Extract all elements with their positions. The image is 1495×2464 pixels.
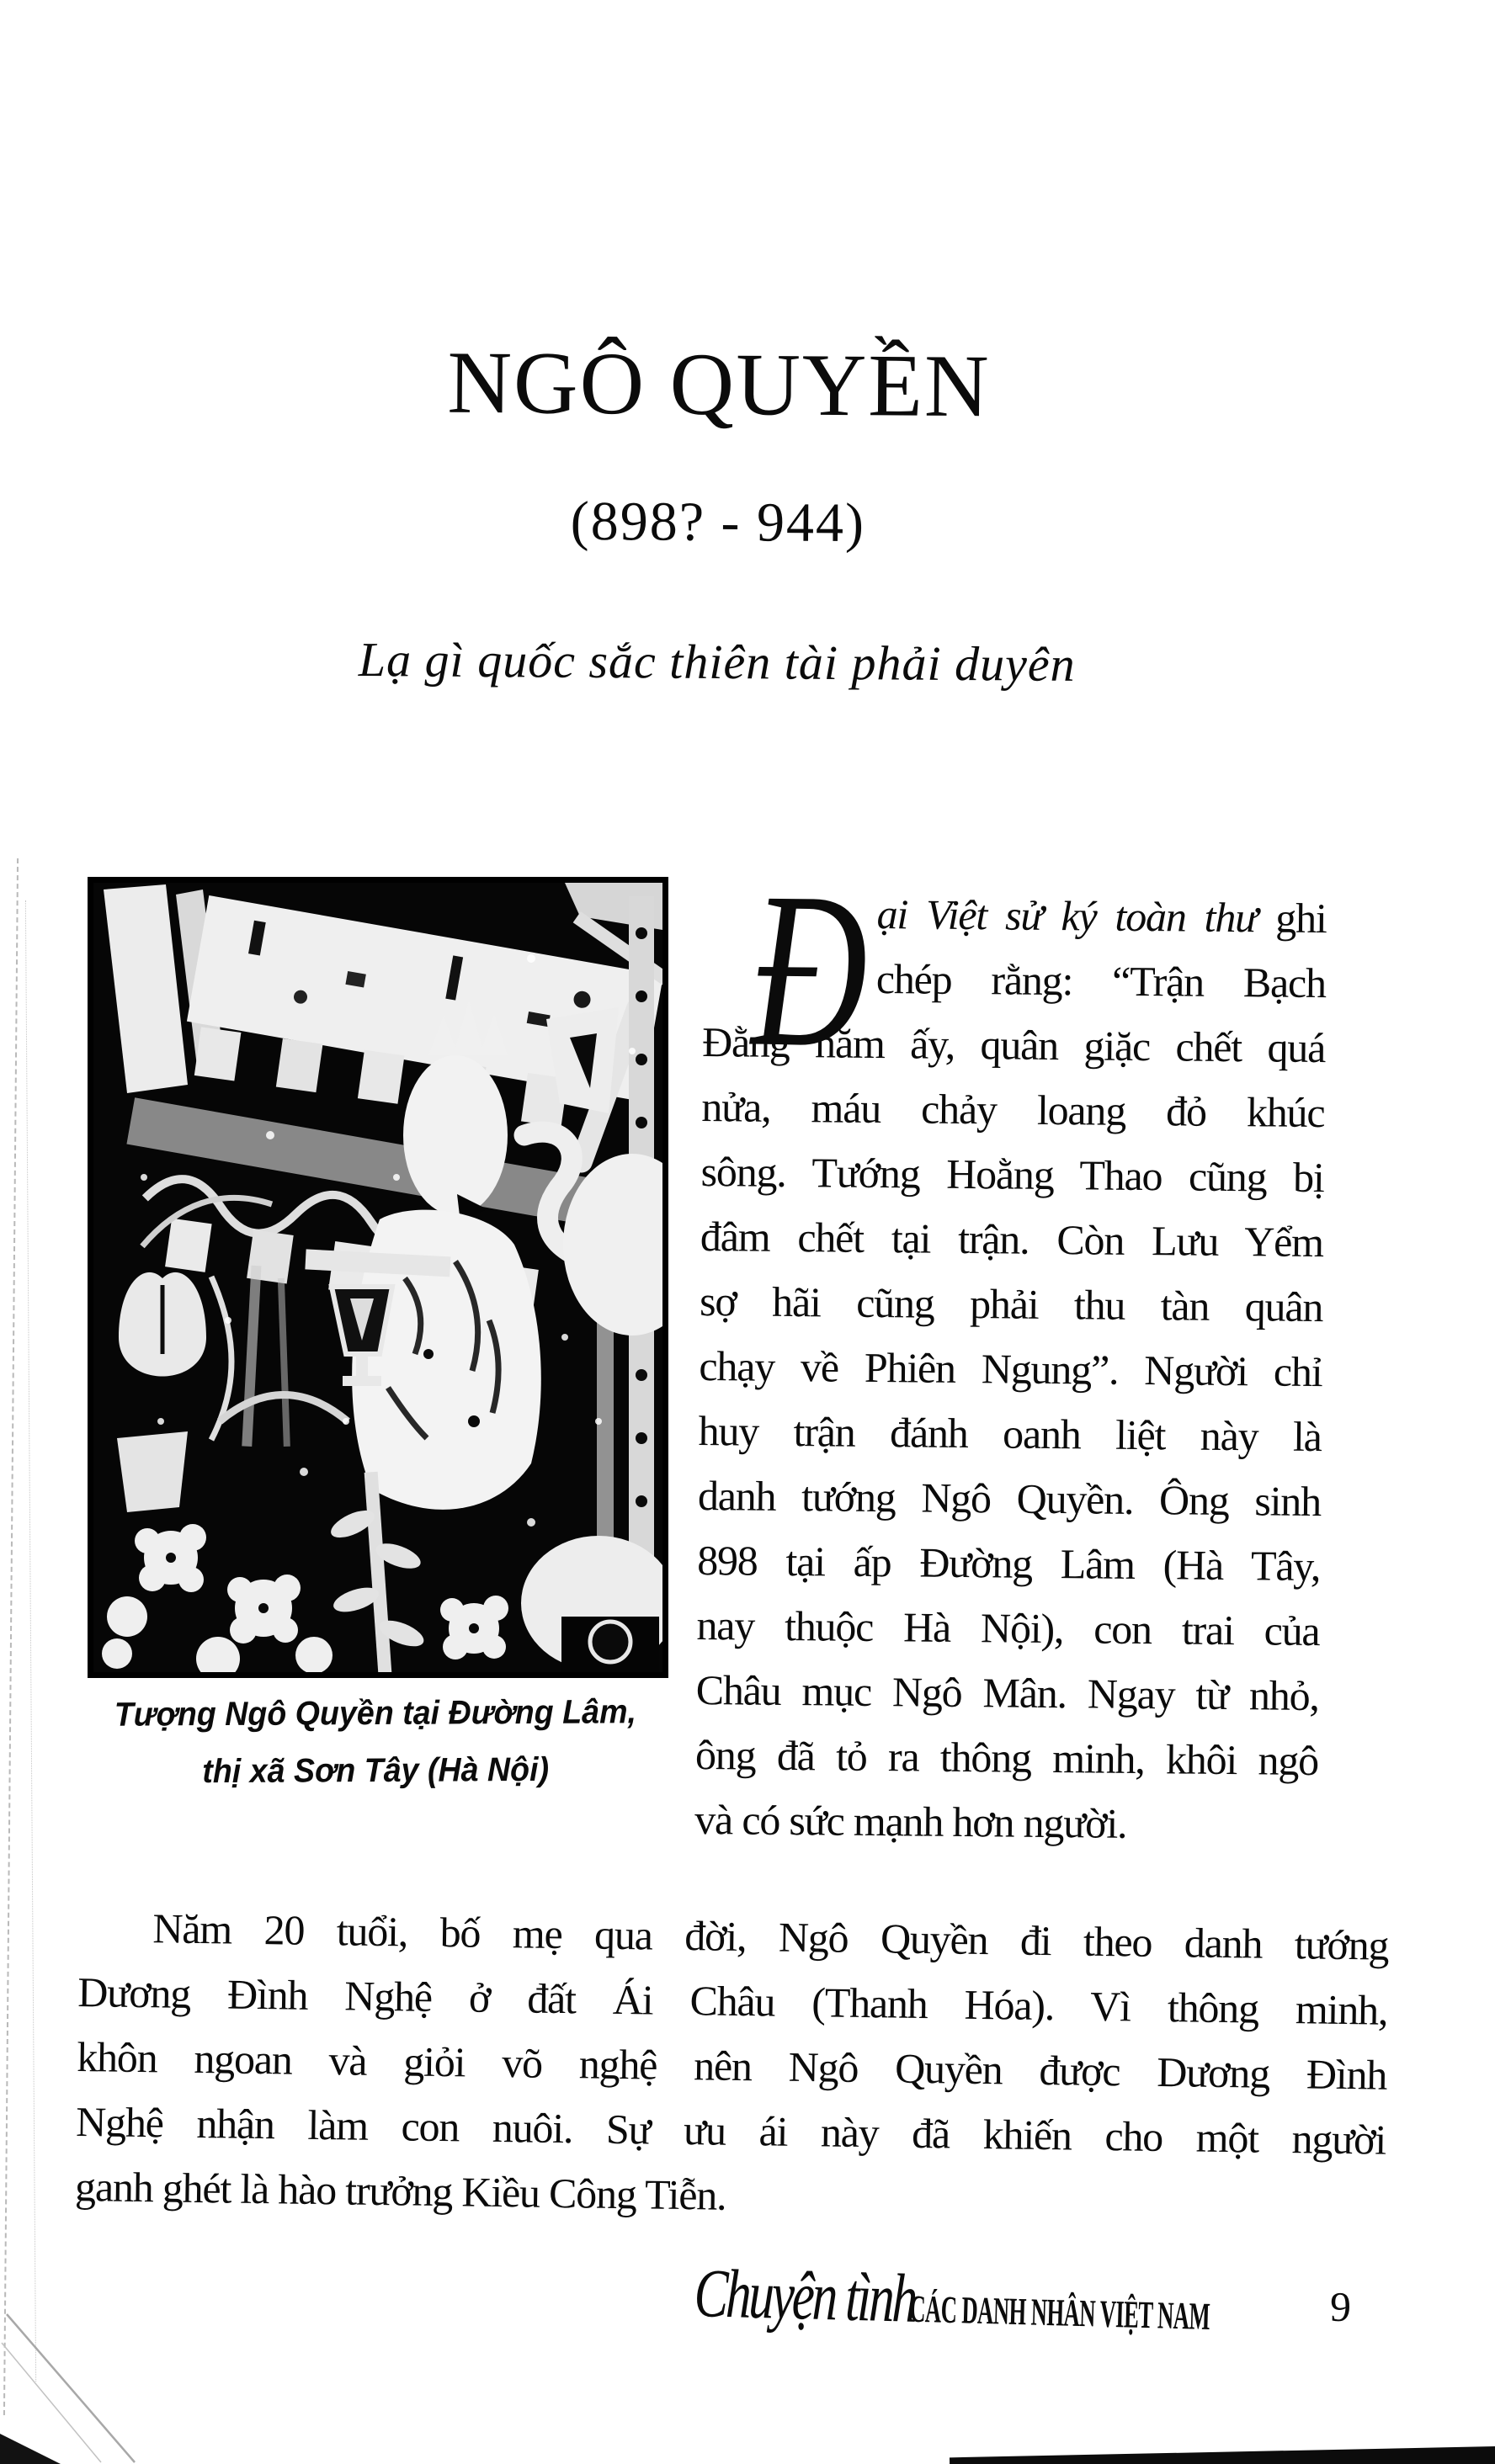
body-line-rest: ghi: [1257, 894, 1327, 943]
body-line: và có sức mạnh hơn người.: [694, 1795, 1127, 1847]
scan-artifact-scratch-line: [3, 858, 19, 2415]
paragraph-line: Dương Đình Nghệ ở đất Ái Châu (Thanh Hóa). Vì thông minh,: [77, 1967, 1388, 2034]
body-line: Châu mục Ngô Mân. Ngay từ nhỏ,: [695, 1665, 1320, 1720]
page-number: 9: [1329, 2282, 1352, 2331]
chapter-title: NGÔ QUYỀN: [447, 332, 992, 436]
scan-artifact-corner: [0, 2306, 185, 2464]
body-line: danh tướng Ngô Quyền. Ông sinh: [697, 1471, 1322, 1526]
series-logo-script: Chuyện tình: [693, 2254, 917, 2337]
photo-caption-line1: Tượng Ngô Quyền tại Đường Lâm,: [114, 1693, 637, 1734]
photo-caption-line2: thị xã Sơn Tây (Hà Nội): [202, 1750, 550, 1791]
body-line: 898 tại ấp Đường Lâm (Hà Tây,: [696, 1536, 1321, 1590]
life-years: (898? - 944): [570, 490, 866, 554]
book-title-italic: ại Việt sử ký toàn thư: [876, 889, 1258, 942]
photo-caption: [98, 1683, 653, 1801]
series-title-caps: CÁC DANH NHÂN VIỆT NAM: [908, 2286, 1210, 2339]
paragraph-line: khôn ngoan và giỏi võ nghệ nên Ngô Quyền được Dương Đình: [76, 2032, 1387, 2099]
body-line: chạy về Phiên Ngung”. Người chỉ: [699, 1341, 1322, 1396]
statue-photo: [88, 877, 668, 1678]
scan-artifact-bottom-smear: [950, 2445, 1495, 2464]
epigraph-verse: Lạ gì quốc sắc thiên tài phải duyên: [358, 631, 1076, 692]
statue-photo-illustration: [93, 883, 662, 1672]
chapter-heading: [0, 330, 1437, 695]
closing-paragraph: [75, 1895, 1389, 2238]
body-line: nay thuộc Hà Nội), con trai của: [696, 1601, 1320, 1655]
body-column: [694, 847, 1327, 1858]
body-line: Đằng năm ấy, quân giặc chết quá: [701, 1017, 1326, 1072]
scan-artifact-scratch-line: [25, 900, 36, 2382]
paragraph-line: ganh ghét là hào trưởng Kiều Công Tiễn.: [74, 2162, 726, 2219]
body-line: sợ hãi cũng phải thu tàn quân: [699, 1277, 1323, 1331]
drop-cap-letter: Đ: [750, 847, 869, 1094]
body-line: ông đã tỏ ra thông minh, khôi ngô: [694, 1730, 1319, 1785]
paragraph-line: Nghệ nhận làm con nuôi. Sự ưu ái này đã khiến cho một người: [75, 2097, 1386, 2164]
body-line: huy trận đánh oanh liệt này là: [698, 1406, 1322, 1461]
body-line: đâm chết tại trận. Còn Lưu Yểm: [700, 1212, 1324, 1267]
body-line: sông. Tướng Hoằng Thao cũng bị: [700, 1147, 1324, 1202]
running-footer: [693, 2254, 1335, 2371]
body-line: chép rằng: “Trận Bạch: [875, 954, 1327, 1007]
body-line: nửa, máu chảy loang đỏ khúc: [701, 1082, 1325, 1137]
paragraph-line: Năm 20 tuổi, bố mẹ qua đời, Ngô Quyền đi theo danh tướng: [152, 1904, 1389, 1969]
